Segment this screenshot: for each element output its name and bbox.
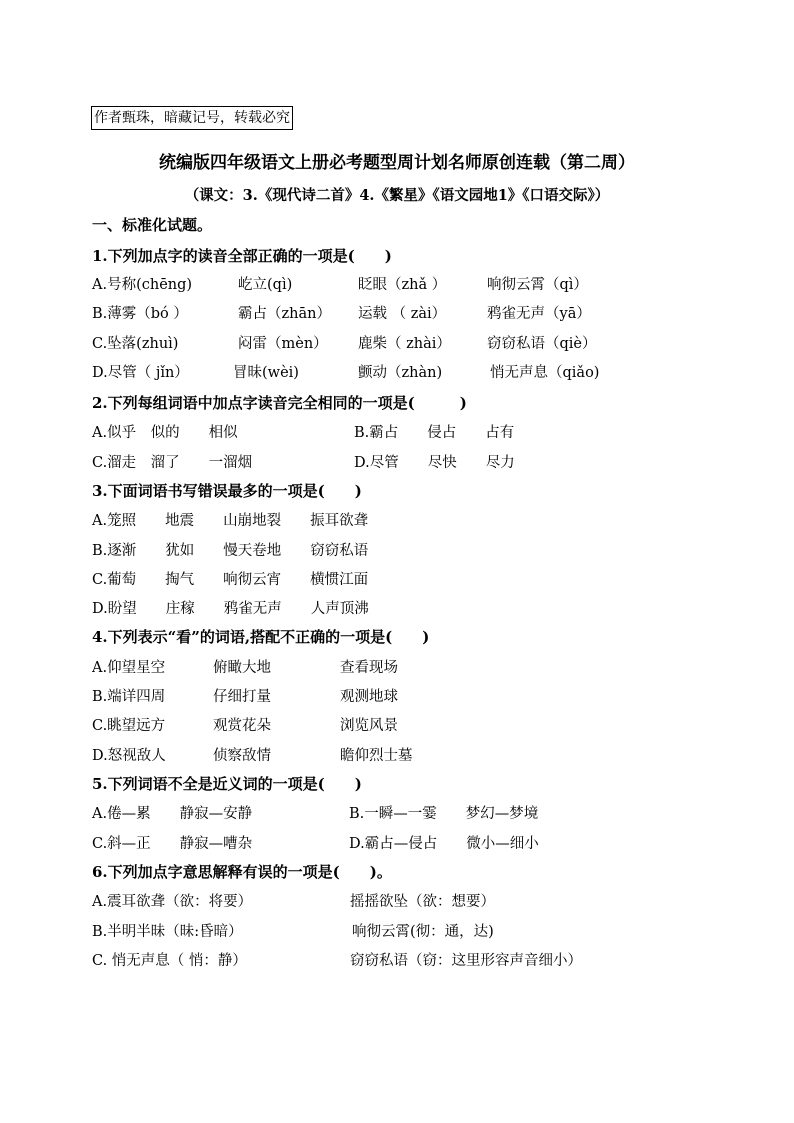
option-cell: D.尽管（ jǐn） [92, 365, 189, 381]
question-1-option-row [0, 361, 794, 383]
question-1-stem: 1.下列加点字的读音全部正确的一项是( ) [92, 247, 392, 265]
option-cell: C.坠落(zhuì) [92, 336, 179, 352]
option-cell: 冒昧(wèi) [233, 365, 299, 381]
option-cell: D.盼望 庄稼 鸦雀无声 人声顶沸 [92, 601, 369, 617]
option-cell: D.霸占—侵占 微小—细小 [349, 836, 539, 852]
question-2-option-row [0, 421, 794, 443]
option-cell: 观测地球 [340, 689, 398, 705]
question-6-option-row [0, 920, 794, 942]
option-cell: B.霸占 侵占 占有 [354, 425, 515, 441]
option-cell: 闷雷（mèn） [238, 336, 328, 352]
question-3-option-row [0, 568, 794, 590]
question-4-option-row [0, 714, 794, 736]
copyright-notice: 作者甄珠，暗藏记号，转载必究 [91, 106, 293, 130]
option-cell: 窃窃私语（qiè） [487, 336, 597, 352]
option-cell: 颤动（zhàn) [358, 365, 443, 381]
option-cell: 仔细打量 [213, 689, 271, 705]
question-4-option-row [0, 744, 794, 766]
option-cell: B.逐渐 犹如 慢天卷地 窃窃私语 [92, 543, 369, 559]
option-cell: 窃窃私语（窃：这里形容声音细小） [350, 953, 582, 969]
question-2-stem: 2.下列每组词语中加点字读音完全相同的一项是( ) [92, 394, 467, 412]
question-6-stem: 6.下列加点字意思解释有误的一项是( )。 [92, 863, 392, 881]
option-cell: 霸占（zhān） [238, 306, 331, 322]
option-cell: 侦察敌情 [213, 748, 271, 764]
option-cell: C.斜—正 静寂—嘈杂 [92, 836, 253, 852]
option-cell: A.震耳欲聋（欲：将要） [92, 894, 253, 910]
question-5-option-row [0, 802, 794, 824]
option-cell: A.倦—累 静寂—安静 [92, 806, 253, 822]
option-cell: 响彻云霄（qì） [487, 277, 588, 293]
option-cell: C. 悄无声息（ 悄：静） [92, 953, 247, 969]
section-heading: 一、标准化试题。 [92, 216, 213, 234]
question-1-option-row [0, 332, 794, 354]
option-cell: 眨眼（zhǎ ） [358, 277, 447, 293]
option-cell: B.半明半昧（昧:昏暗） [92, 924, 243, 940]
question-1-option-row [0, 273, 794, 295]
question-6-option-row [0, 949, 794, 971]
option-cell: 运载 （ zài） [358, 306, 447, 322]
question-6-option-row [0, 890, 794, 912]
question-4-option-row [0, 656, 794, 678]
option-cell: A.号称(chēng) [92, 277, 193, 293]
option-cell: 浏览风景 [340, 718, 398, 734]
option-cell: D.怒视敌人 [92, 748, 166, 764]
option-cell: B.薄雾（bó ） [92, 306, 188, 322]
question-3-option-row [0, 597, 794, 619]
question-3-option-row [0, 539, 794, 561]
option-cell: D.尽管 尽快 尽力 [354, 455, 515, 471]
option-cell: A.似乎 似的 相似 [92, 425, 238, 441]
option-cell: A.仰望星空 [92, 660, 166, 676]
question-3-stem: 3.下面词语书写错误最多的一项是( ) [92, 482, 362, 500]
page-title: 统编版四年级语文上册必考题型周计划名师原创连载（第二周） [159, 153, 635, 173]
option-cell: C.眺望远方 [92, 718, 166, 734]
question-5-option-row [0, 832, 794, 854]
option-cell: 响彻云霄(彻：通，达) [352, 924, 494, 940]
question-3-option-row [0, 509, 794, 531]
option-cell: 屹立(qì) [238, 277, 293, 293]
option-cell: B.一瞬—一霎 梦幻—梦境 [349, 806, 539, 822]
option-cell: A.笼照 地震 山崩地裂 振耳欲聋 [92, 513, 369, 529]
option-cell: C.葡萄 掏气 响彻云宵 横惯江面 [92, 572, 369, 588]
option-cell: C.溜走 溜了 一溜烟 [92, 455, 253, 471]
question-2-option-row [0, 451, 794, 473]
option-cell: 鹿柴（ zhài） [358, 336, 451, 352]
option-cell: 查看现场 [340, 660, 398, 676]
option-cell: B.端详四周 [92, 689, 166, 705]
question-1-option-row [0, 302, 794, 324]
question-4-option-row [0, 685, 794, 707]
option-cell: 观赏花朵 [213, 718, 271, 734]
page-subtitle: （课文：3.《现代诗二首》4.《繁星》《语文园地1》《口语交际》） [184, 187, 610, 204]
option-cell: 瞻仰烈士墓 [340, 748, 413, 764]
option-cell: 摇摇欲坠（欲：想要） [350, 894, 495, 910]
question-4-stem: 4.下列表示“看”的词语,搭配不正确的一项是( ) [92, 628, 430, 646]
question-5-stem: 5.下列词语不全是近义词的一项是( ) [92, 775, 362, 793]
option-cell: 悄无声息（qiǎo) [490, 365, 600, 381]
option-cell: 俯瞰大地 [213, 660, 271, 676]
option-cell: 鸦雀无声（yā） [487, 306, 591, 322]
